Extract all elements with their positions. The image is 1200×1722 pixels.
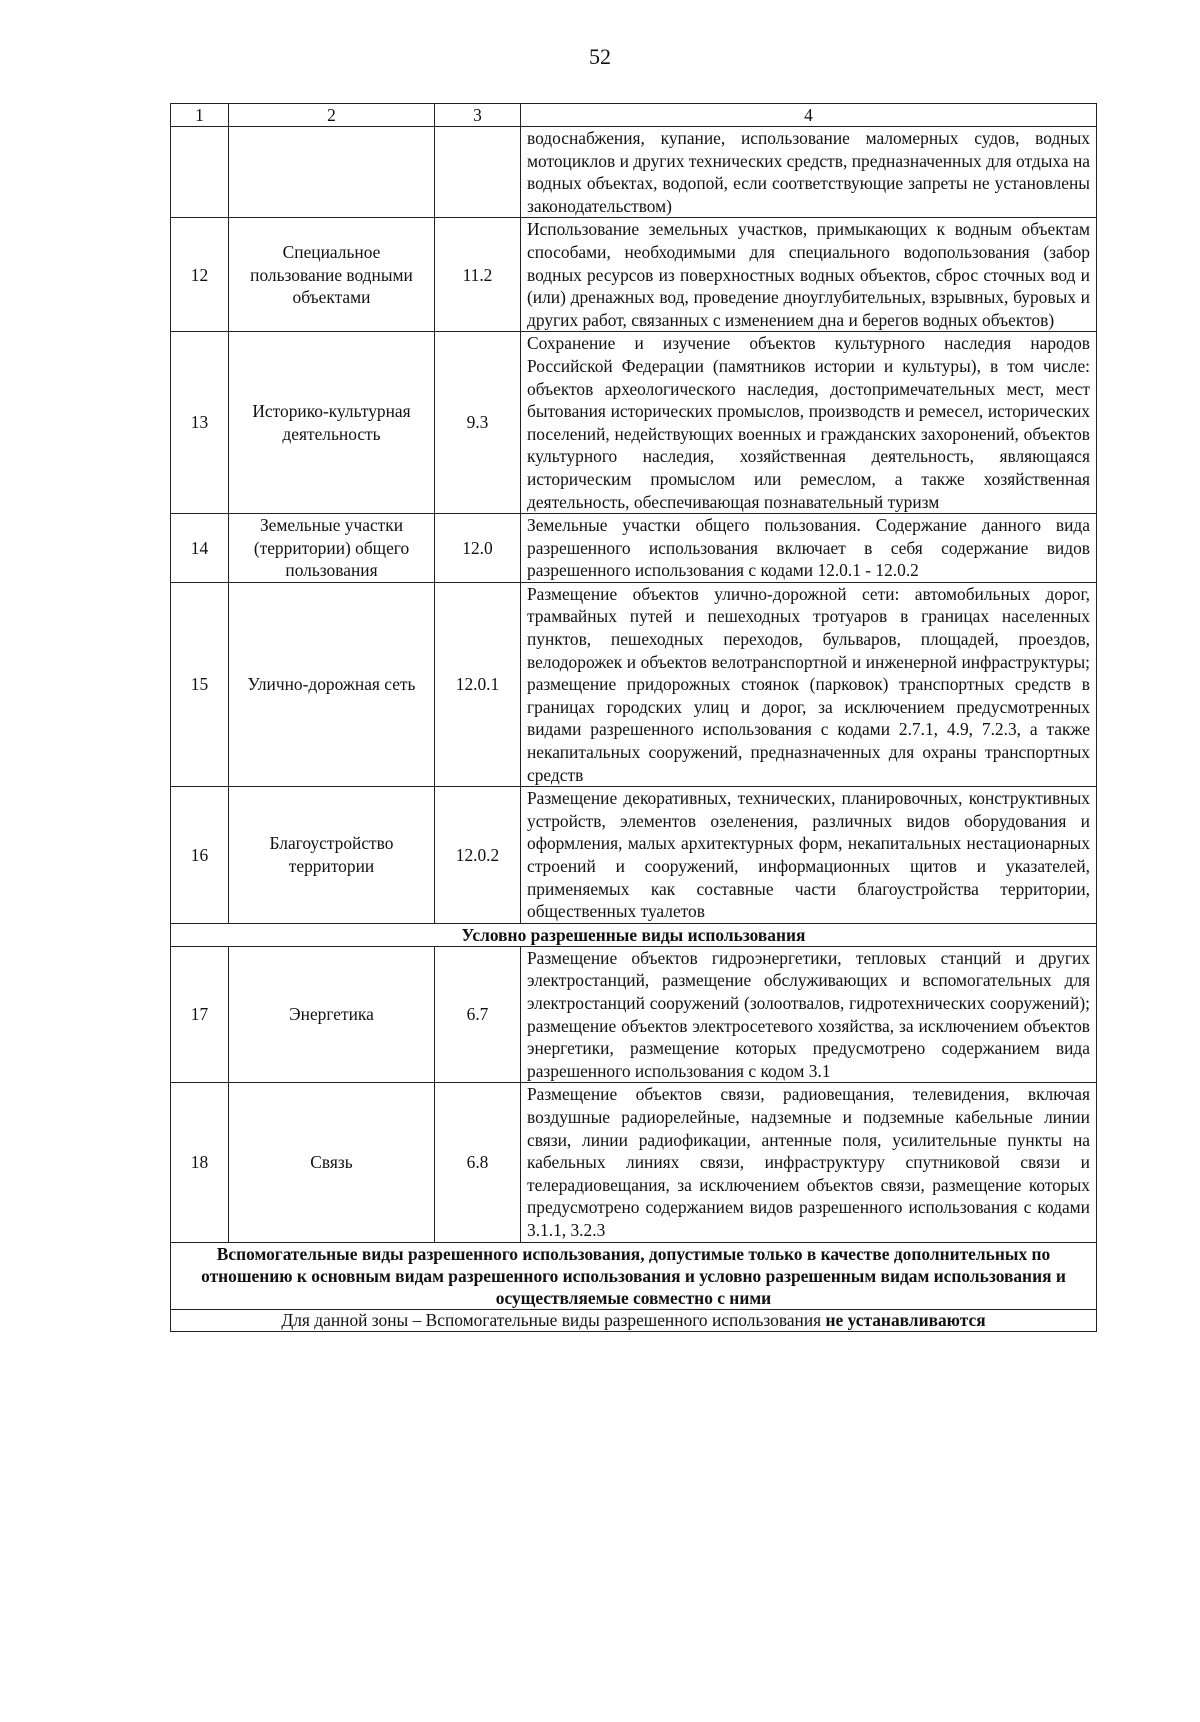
land-use-code: 11.2 xyxy=(435,218,521,332)
table-row xyxy=(171,332,1097,514)
land-use-description: Использование земельных участков, примыкающих к водным объектам способами, необходимыми для специального водопользования (забор водных ресурсов из поверхностных водных объектов, сброс сточных вод и (или) дренажных вод, проведение дноуглубительных, взрывных, буровых и других работ, связанных с изменением дна и берегов водных объектов) xyxy=(521,218,1097,332)
table-row xyxy=(171,218,1097,332)
land-use-name: Улично-дорожная сеть xyxy=(229,582,435,786)
continuation-row xyxy=(171,127,1097,218)
land-use-name: Историко-культурная деятельность xyxy=(229,332,435,514)
land-use-code: 6.7 xyxy=(435,946,521,1083)
row-number: 17 xyxy=(171,946,229,1083)
row-number: 18 xyxy=(171,1083,229,1242)
table-row xyxy=(171,514,1097,583)
header-col-1: 1 xyxy=(171,104,229,127)
land-use-code: 12.0.1 xyxy=(435,582,521,786)
continuation-num xyxy=(171,127,229,218)
header-row xyxy=(171,104,1097,127)
continuation-code xyxy=(435,127,521,218)
footer-note-text: Для данной зоны – Вспомогательные виды разрешенного использования xyxy=(281,1309,822,1330)
footer-note xyxy=(171,1309,1097,1331)
land-use-description: Размещение объектов улично-дорожной сети: автомобильных дорог, трамвайных путей и пешеходных тротуаров в границах населенных пунктов, пешеходных переходов, бульваров, площадей, проездов, велодорожек и объектов велотранспортной и инженерной инфраструктуры; размещение придорожных стоянок (парковок) транспортных средств в границах городских улиц и дорог, за исключением предусмотренных видами разрешенного использования с кодами 2.7.1, 4.9, 7.2.3, а также некапитальных сооружений, предназначенных для охраны транспортных средств xyxy=(521,582,1097,786)
land-use-description: Размещение объектов связи, радиовещания, телевидения, включая воздушные радиорелейные, надземные и подземные кабельные линии связи, линии радиофикации, антенные поля, усилительные пункты на кабельных линиях связи, инфраструктуру спутниковой связи и телерадиовещания, за исключением объектов связи, размещение которых предусмотрено содержанием видов разрешенного использования с кодами 3.1.1, 3.2.3 xyxy=(521,1083,1097,1242)
table-row xyxy=(171,946,1097,1083)
continuation-name xyxy=(229,127,435,218)
section-heading-auxiliary: Вспомогательные виды разрешенного использования, допустимые только в качестве дополнительных по отношению к основным видам разрешенного использования и условно разрешенным видам использования и осуществляемые совместно с ними xyxy=(171,1242,1097,1309)
footer-note-emphasis: не устанавливаются xyxy=(825,1309,986,1330)
row-number: 13 xyxy=(171,332,229,514)
section-row-auxiliary xyxy=(171,1242,1097,1309)
header-col-2: 2 xyxy=(229,104,435,127)
table-row xyxy=(171,787,1097,924)
section-row-conditional xyxy=(171,923,1097,946)
row-number: 16 xyxy=(171,787,229,924)
page-number: 52 xyxy=(589,44,611,69)
table-row xyxy=(171,582,1097,786)
land-use-description: Размещение декоративных, технических, планировочных, конструктивных устройств, элементов озеленения, различных видов оборудования и оформления, малых архитектурных форм, некапитальных нестационарных строений и сооружений, информационных щитов и указателей, применяемых как составные части благоустройства территории, общественных туалетов xyxy=(521,787,1097,924)
row-number: 12 xyxy=(171,218,229,332)
land-use-description: Сохранение и изучение объектов культурного наследия народов Российской Федерации (памятников истории и культуры), в том числе: объектов археологического наследия, достопримечательных мест, мест бытования исторических промыслов, производств и ремесел, исторических поселений, недействующих военных и гражданских захоронений, объектов культурного наследия, хозяйственная деятельность, являющаяся историческим промыслом или ремеслом, а также хозяйственная деятельность, обеспечивающая познавательный туризм xyxy=(521,332,1097,514)
land-use-name: Благоустройство территории xyxy=(229,787,435,924)
continuation-description: водоснабжения, купание, использование маломерных судов, водных мотоциклов и других технических средств, предназначенных для отдыха на водных объектах, водопой, если соответствующие запреты не установлены законодательством) xyxy=(521,127,1097,218)
land-use-name: Энергетика xyxy=(229,946,435,1083)
land-use-table xyxy=(170,103,1097,1332)
land-use-code: 9.3 xyxy=(435,332,521,514)
land-use-description: Размещение объектов гидроэнергетики, тепловых станций и других электростанций, размещение обслуживающих и вспомогательных для электростанций сооружений (золоотвалов, гидротехнических сооружений); размещение объектов электросетевого хозяйства, за исключением объектов энергетики, размещение которых предусмотрено содержанием вида разрешенного использования с кодом 3.1 xyxy=(521,946,1097,1083)
land-use-name: Связь xyxy=(229,1083,435,1242)
land-use-name: Земельные участки (территории) общего пользования xyxy=(229,514,435,583)
land-use-code: 12.0 xyxy=(435,514,521,583)
land-use-description: Земельные участки общего пользования. Содержание данного вида разрешенного использования включает в себя содержание видов разрешенного использования с кодами 12.0.1 - 12.0.2 xyxy=(521,514,1097,583)
land-use-code: 12.0.2 xyxy=(435,787,521,924)
section-heading-conditional: Условно разрешенные виды использования xyxy=(171,923,1097,946)
header-col-4: 4 xyxy=(521,104,1097,127)
land-use-code: 6.8 xyxy=(435,1083,521,1242)
row-number: 14 xyxy=(171,514,229,583)
land-use-name: Специальное пользование водными объектами xyxy=(229,218,435,332)
table-row xyxy=(171,1083,1097,1242)
footer-note-row xyxy=(171,1309,1097,1331)
header-col-3: 3 xyxy=(435,104,521,127)
row-number: 15 xyxy=(171,582,229,786)
